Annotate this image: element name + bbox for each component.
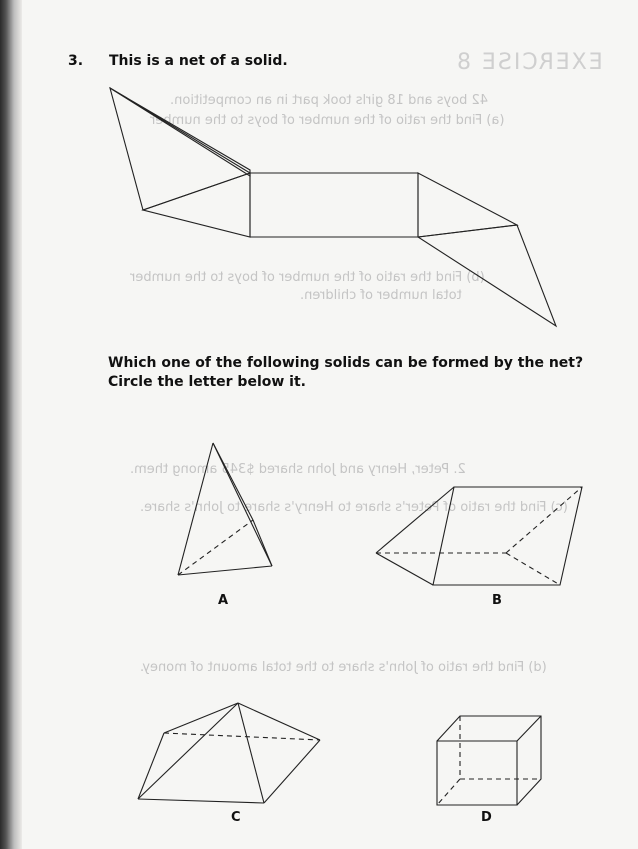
show-through-line: 2. Peter, Henry and John shared $345 among them. [130, 462, 466, 477]
option-a-label[interactable]: A [218, 593, 229, 608]
show-through-line: 42 boys and 18 girls took part in an competition. [170, 93, 489, 108]
show-through-line: (c) Find the ratio of Peter's share to Henry's share to John's share. [140, 500, 568, 515]
option-d-label[interactable]: D [481, 810, 492, 825]
option-c-label[interactable]: C [231, 810, 241, 825]
question-prompt: Which one of the following solids can be formed by the net? Circle the letter below it. [108, 355, 584, 390]
show-through-line: total number of children. [300, 288, 462, 303]
show-through-line: (d) Find the ratio of John's share to the total amount of money. [140, 660, 547, 675]
show-through-line: (a) Find the ratio of the number of boys to the number [150, 113, 505, 128]
question-number: 3. [68, 53, 84, 69]
option-b-label[interactable]: B [492, 593, 502, 608]
show-through-heading: EXERCISE 8 [455, 50, 603, 75]
show-through-line: (b) Find the ratio of the number of boys to the number [130, 270, 485, 285]
question-text: This is a net of a solid. [109, 53, 288, 69]
